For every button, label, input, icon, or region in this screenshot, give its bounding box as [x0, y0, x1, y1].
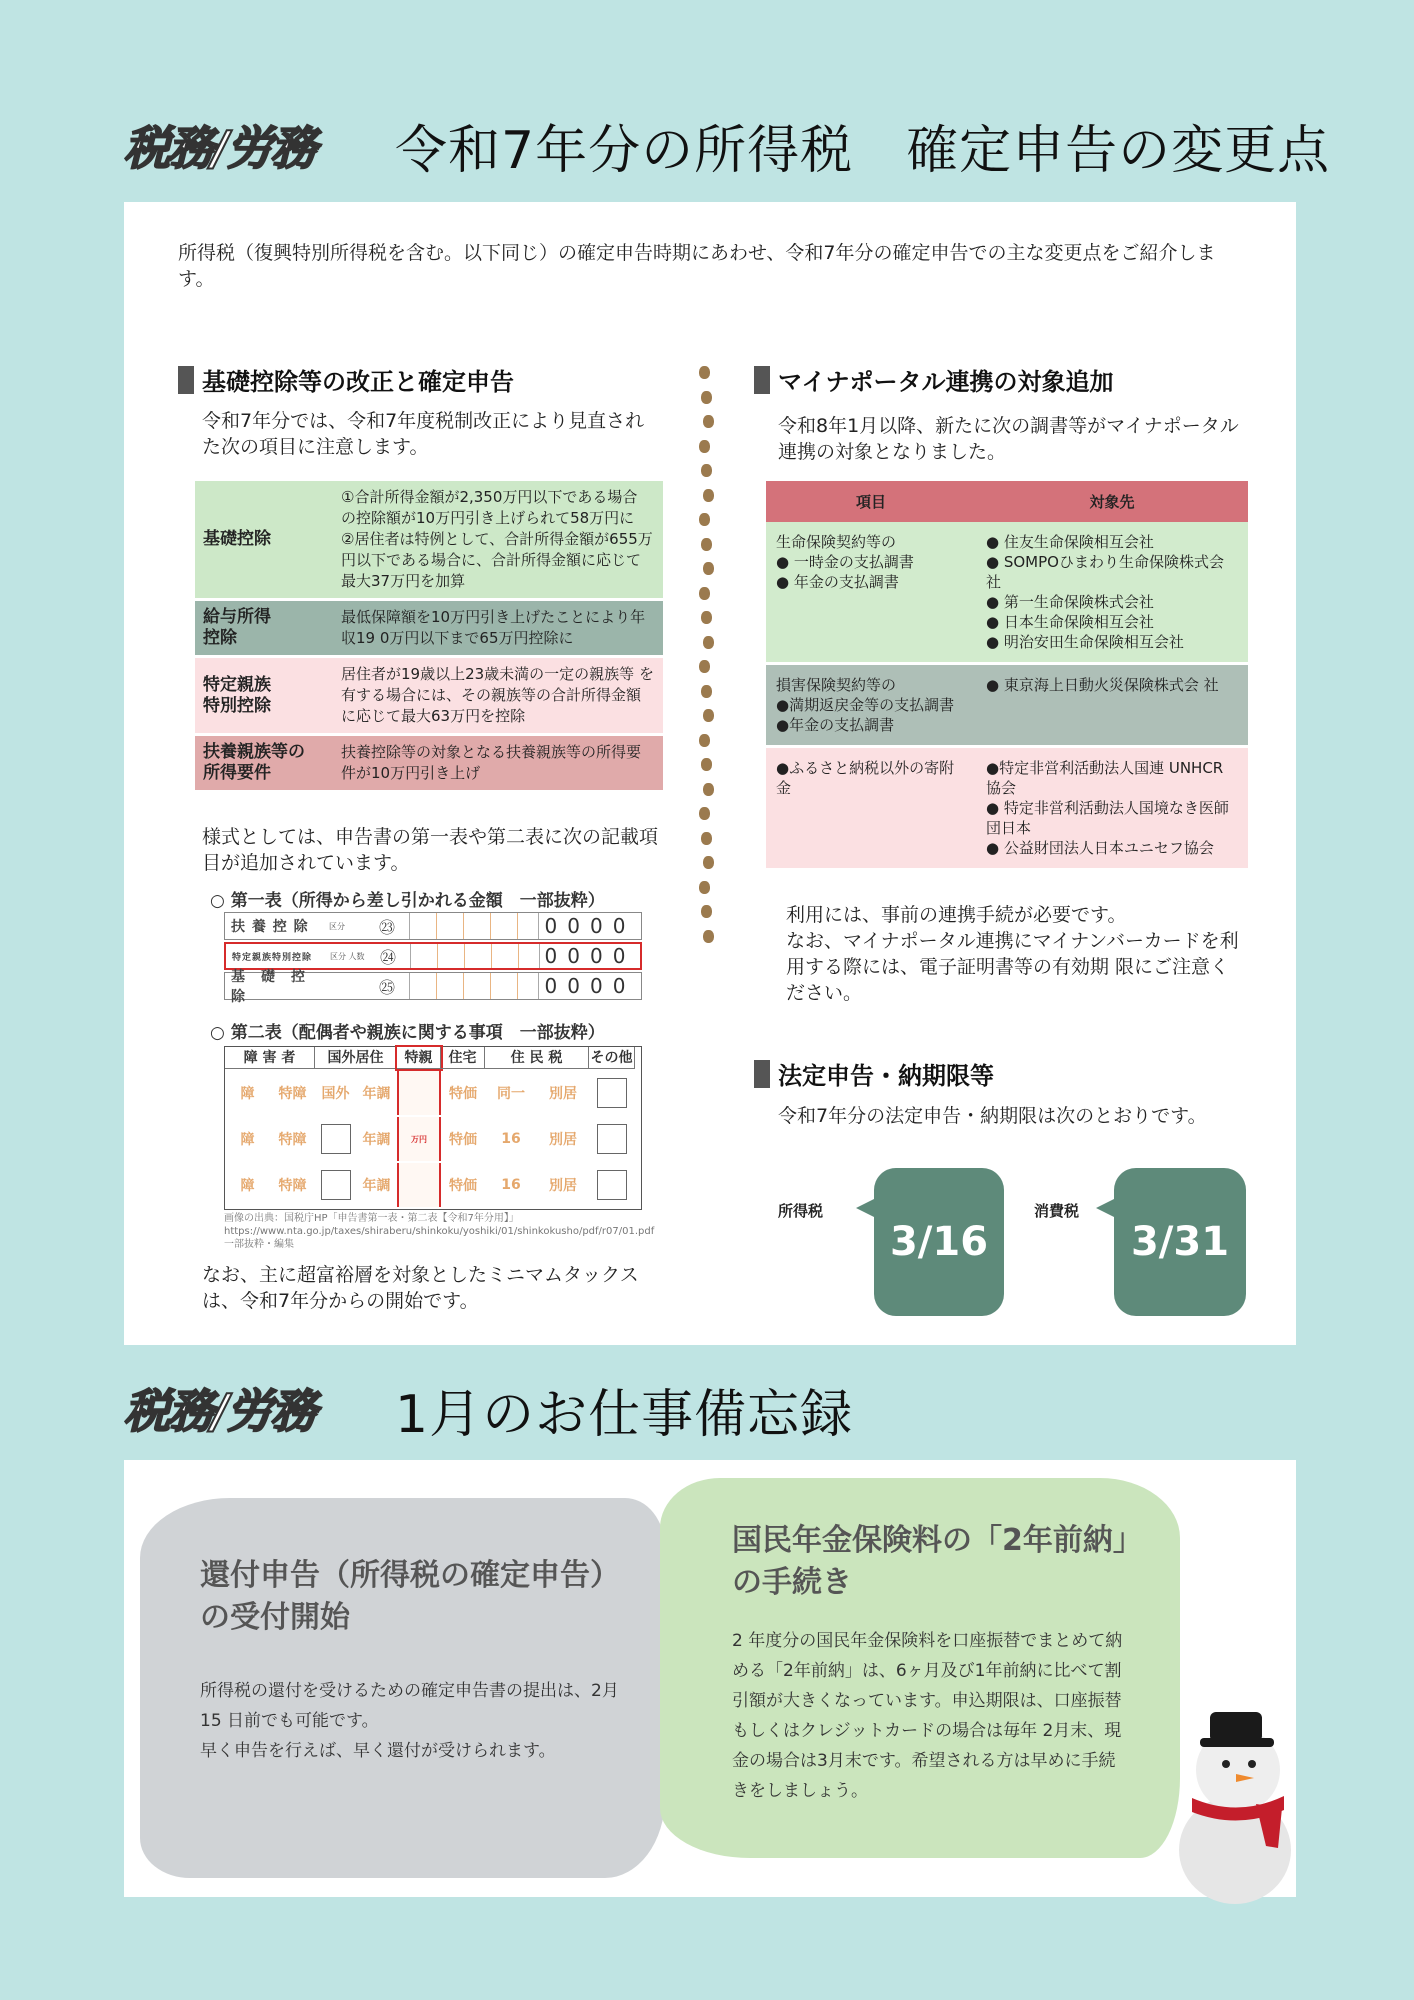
myna-table	[766, 481, 1248, 871]
heading-myna-portal	[754, 362, 1114, 397]
form1-blank	[409, 973, 539, 999]
form2-header: 国外居住	[315, 1047, 397, 1069]
form2-cell: 別居	[549, 1086, 577, 1102]
form-lead: 様式としては、申告書の第一表や第二表に次の記載項目が追加されています。	[202, 826, 659, 874]
form2-cell	[589, 1071, 635, 1115]
form2-cell: 特障	[278, 1178, 307, 1194]
form2-header: 障 害 者	[225, 1047, 315, 1069]
col-header-item: 項目	[855, 493, 886, 511]
form2-header: その他	[589, 1047, 635, 1069]
deadline-label: 所得税	[778, 1202, 824, 1220]
myna-item: ●ふるさと納税以外の寄附金	[776, 759, 955, 797]
form2-cell: 障	[240, 1178, 255, 1194]
heading-deadline	[754, 1056, 994, 1091]
divider-dot	[701, 905, 712, 918]
form1-zeros: 0000	[544, 974, 636, 998]
heading-bar	[754, 366, 770, 394]
form2-checkbox	[597, 1170, 627, 1200]
form2-cell: 特価	[449, 1086, 477, 1102]
form2-cell: 別居	[549, 1132, 577, 1148]
heading-basic-deduction	[178, 362, 514, 397]
deadline-date: 3/16	[874, 1168, 1004, 1316]
deadline-date: 3/31	[1114, 1168, 1246, 1316]
form2-cell: 別居	[549, 1178, 577, 1194]
image-source: 画像の出典：国税庁HP「申告書第一表・第二表【令和7年分用】」https://www.nta.go.jp/taxes/shiraberu/shinkoku/yoshiki/01/shinkokusho/pdf/r07/01.pdf 一部抜粋・編集	[224, 1213, 655, 1250]
form1-label: 扶 養 控 除	[231, 919, 309, 935]
myna-row	[766, 747, 1248, 870]
heading-text: 基礎控除等の改正と確定申告	[202, 368, 514, 396]
form2-title: ○ 第二表（配偶者や親族に関する事項 一部抜粋）	[210, 1023, 605, 1043]
card-title: 還付申告（所得税の確定申告）の受付開始	[200, 1558, 620, 1635]
form2-cell: 16	[501, 1177, 521, 1193]
card-body: 2 年度分の国民年金保険料を口座振替でまとめて納める「2年前納」は、6ヶ月及び1年前納に比べて割引額が大きくなっています。申込期限は、口座振替もしくはクレジットカードの場合は毎年 2月末、現金の場合は3月末です。希望される方は早めに手続きをしましょう。	[732, 1631, 1123, 1801]
divider-dot	[701, 832, 712, 845]
form1-label: 特定親族特別控除	[232, 952, 313, 963]
form1-image	[224, 912, 642, 1005]
deadline-lead: 令和7年分の法定申告・納期限は次のとおりです。	[778, 1105, 1207, 1127]
form2-checkbox	[597, 1124, 627, 1154]
form2-cell: 国外	[321, 1086, 350, 1102]
divider-dot	[703, 415, 714, 428]
heading-bar	[178, 366, 194, 394]
divider-dot	[703, 783, 714, 796]
heading-text: 法定申告・納期限等	[778, 1062, 994, 1090]
form2-cell: 万円	[397, 1117, 441, 1161]
form2-cell: 特障	[278, 1086, 307, 1102]
divider-dot	[699, 513, 710, 526]
myna-targets: ●特定非営利活動法人国連 UNHCR 協会 ● 特定非営利活動法人国境なき医師団日本 ● 公益財団法人日本ユニセフ協会	[986, 759, 1229, 857]
page-title: 令和7年分の所得税 確定申告の変更点	[395, 121, 1331, 181]
deduction-key: 給与所得 控除	[203, 607, 271, 648]
col-header-target: 対象先	[1089, 493, 1135, 511]
form2-checkbox	[321, 1170, 351, 1200]
form1-sub: 区分	[329, 921, 345, 931]
divider-dot	[703, 930, 714, 943]
form1-title: ○ 第一表（所得から差し引かれる金額 一部抜粋）	[210, 891, 605, 911]
form1-zeros: 0000	[544, 944, 636, 968]
section-tag: 税務/労務	[124, 1384, 315, 1438]
divider-dot	[699, 587, 710, 600]
right-lead: 令和8年1月以降、新たに次の調書等がマイナポータル連携の対象となりました。	[778, 415, 1239, 463]
heading-bar	[754, 1060, 770, 1088]
divider-dot	[701, 538, 712, 551]
form1-row	[224, 969, 642, 1005]
deduction-table	[195, 481, 663, 793]
divider-dot	[699, 366, 710, 379]
form2-header: 住 民 税	[485, 1047, 589, 1069]
myna-targets: ● 東京海上日動火災保険株式会 社	[986, 676, 1219, 694]
form1-blank	[410, 944, 540, 968]
form2-cell: 特価	[449, 1132, 477, 1148]
form2-cell: 16	[501, 1131, 521, 1147]
left-lead: 令和7年分では、令和7年度税制改正により見直された次の項目に注意します。	[202, 410, 645, 458]
myna-item: 生命保険契約等の ● 一時金の支払調書 ● 年金の支払調書	[776, 533, 914, 591]
left-note: なお、主に超富裕層を対象としたミニマムタックスは、令和7年分からの開始です。	[202, 1264, 639, 1312]
heading-text: マイナポータル連携の対象追加	[778, 368, 1114, 396]
deduction-key: 基礎控除	[203, 529, 271, 549]
deduction-desc: 最低保障額を10万円引き上げたことにより年 収19 0万円以下まで65万円控除に	[341, 608, 646, 647]
deduction-row	[195, 657, 663, 735]
myna-row	[766, 664, 1248, 747]
form2-cell: 障	[240, 1132, 255, 1148]
divider-dot	[703, 709, 714, 722]
form2-cell	[589, 1117, 635, 1161]
deduction-desc: 扶養控除等の対象となる扶養親族等の所得要 件が10万円引き上げ	[341, 743, 642, 782]
form1-number: ㉓	[379, 917, 396, 937]
form2-cell: 障	[240, 1086, 255, 1102]
form2-cell	[397, 1071, 441, 1115]
form2-cell	[315, 1163, 356, 1207]
form1-sub: 区分 人数	[330, 951, 365, 961]
snowman-icon	[1172, 1700, 1302, 1910]
form2-checkbox	[597, 1078, 627, 1108]
form2-header: 特親	[397, 1047, 441, 1069]
section-tag: 税務/労務	[124, 121, 315, 175]
deduction-row	[195, 481, 663, 600]
myna-item: 損害保険契約等の ●満期返戻金等の支払調書 ●年金の支払調書	[776, 676, 955, 734]
form1-row	[224, 912, 642, 940]
deduction-row	[195, 735, 663, 792]
deduction-key: 特定親族 特別控除	[203, 674, 271, 716]
divider-dot	[701, 758, 712, 771]
section-title: 1月のお仕事備忘録	[395, 1385, 854, 1445]
divider-dot	[701, 464, 712, 477]
divider-dot	[703, 489, 714, 502]
divider-dot	[703, 636, 714, 649]
divider-dot	[701, 685, 712, 698]
form2-cell	[589, 1163, 635, 1207]
form2-cell	[397, 1163, 441, 1207]
myna-row	[766, 522, 1248, 664]
deduction-desc: ①合計所得金額が2,350万円以下である場合 の控除額が10万円引き上げられて58万円に ②居住者は特例として、合計所得金額が655万 円以下である場合に、合計所得金額に応じて 最大37万円を加算	[341, 488, 653, 590]
form2-cell: 年調	[362, 1086, 391, 1102]
right-note: 利用には、事前の連携手続が必要です。 なお、マイナポータル連携にマイナンバーカードを利用する際には、電子証明書等の有効期 限にご注意ください。	[786, 904, 1239, 1004]
divider-dot	[699, 660, 710, 673]
form1-label: 基 礎 控 除	[231, 969, 321, 1005]
divider-dot	[699, 734, 710, 747]
form2-checkbox	[321, 1124, 351, 1154]
divider-dot	[699, 440, 710, 453]
myna-targets: ● 住友生命保険相互会社 ● SOMPOひまわり生命保険株式会社 ● 第一生命保険株式会社 ● 日本生命保険相互会社 ● 明治安田生命保険相互会社	[986, 533, 1224, 651]
divider-dot	[701, 611, 712, 624]
form1-blank	[409, 913, 539, 939]
form2-cell	[315, 1117, 356, 1161]
divider-dot	[699, 881, 710, 894]
form2-image	[224, 1046, 642, 1210]
form2-cell: 特価	[449, 1178, 477, 1194]
form1-number: ㉕	[379, 977, 396, 997]
form2-cell: 同一	[497, 1086, 525, 1102]
card-title: 国民年金保険料の「2年前納」の手続き	[732, 1523, 1143, 1600]
divider-dot	[699, 807, 710, 820]
form2-header: 住宅	[441, 1047, 485, 1069]
divider-dot	[703, 562, 714, 575]
form2-cell: 年調	[362, 1178, 391, 1194]
intro-text: 所得税（復興特別所得税を含む。以下同じ）の確定申告時期にあわせ、令和7年分の確定申告での主な変更点をご紹介します。	[178, 242, 1216, 290]
deduction-desc: 居住者が19歳以上23歳未満の一定の親族等 を有する場合には、その親族等の合計所得金額 に応じて最大63万円を控除	[341, 665, 654, 725]
deduction-key: 扶養親族等の 所得要件	[203, 742, 305, 783]
card-body: 所得税の還付を受けるための確定申告書の提出は、2月15 日前でも可能です。 早く申告を行えば、早く還付が受けられます。	[200, 1681, 619, 1761]
form2-cell: 年調	[362, 1132, 391, 1148]
form1-zeros: 0000	[544, 914, 636, 938]
form1-number: ㉔	[380, 947, 397, 967]
deduction-row	[195, 600, 663, 657]
divider-dot	[703, 856, 714, 869]
divider-dot	[701, 391, 712, 404]
form2-cell: 特障	[278, 1132, 307, 1148]
deadline-label: 消費税	[1034, 1202, 1080, 1220]
